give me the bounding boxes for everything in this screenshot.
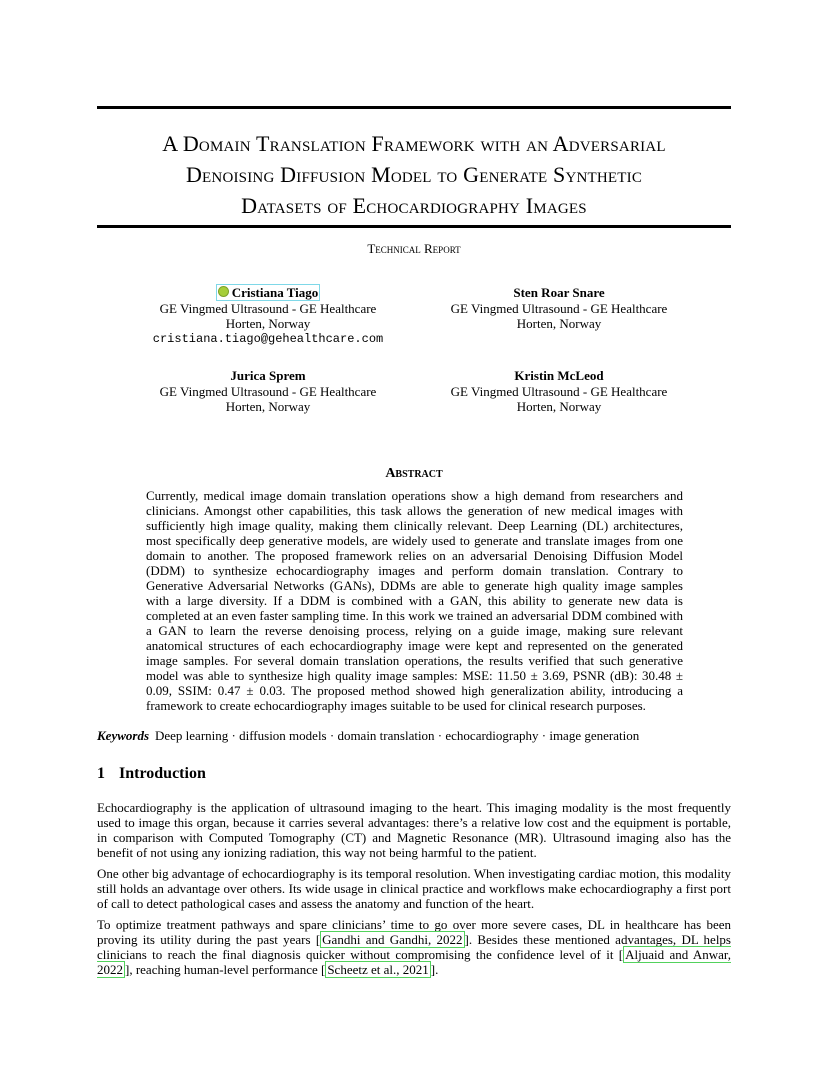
intro-paragraph: One other big advantage of echocardiography is its temporal resolution. When investigating cardiac motion, this modality still holds an advantage over others. Its wide usage in clinical practice and workflows make echocardiography a first port of call to detect pathological cases and assess the anatomy and function of the heart.	[97, 866, 731, 911]
author-affiliation: GE Vingmed Ultrasound - GE Healthcare	[159, 300, 377, 316]
author-email[interactable]: cristiana.tiago@gehealthcare.com	[152, 331, 384, 346]
author-affiliation: GE Vingmed Ultrasound - GE Healthcare	[450, 383, 668, 399]
author-affiliation: GE Vingmed Ultrasound - GE Healthcare	[159, 383, 377, 399]
author-location: Horten, Norway	[516, 316, 602, 331]
bottom-rule	[97, 225, 731, 228]
author-name: Jurica Sprem	[230, 368, 306, 383]
author-block	[118, 368, 418, 415]
intro-paragraph	[97, 917, 731, 977]
paragraph-text: To optimize treatment pathways and spare clinicians’ time to go over more severe cases, DL in healthcare has been proving its utility during the past years [	[97, 917, 731, 947]
keywords-label: Keywords	[97, 728, 149, 743]
author-name	[118, 285, 418, 301]
report-type-label: Technical Report	[367, 241, 461, 256]
author-affiliation: GE Vingmed Ultrasound - GE Healthcare	[450, 300, 668, 316]
author-orcid-link[interactable]	[216, 284, 321, 301]
keywords-line	[97, 728, 731, 743]
section-number: 1	[97, 765, 105, 782]
author-block	[409, 368, 709, 415]
author-block	[118, 285, 418, 347]
title-line-1: A Domain Translation Framework with an Adversarial	[162, 131, 666, 156]
author-location: Horten, Norway	[516, 399, 602, 414]
orcid-icon[interactable]	[218, 286, 229, 297]
paper-title	[97, 128, 731, 221]
paragraph-text: ]. Besides these mentioned advantages, DL helps clinicians to reach the final diagnosis quicker without compromising the confidence level of it [	[97, 932, 731, 962]
citation-link[interactable]: Aljuaid and Anwar, 2022	[97, 947, 731, 977]
top-rule	[97, 106, 731, 109]
intro-paragraph: Echocardiography is the application of ultrasound imaging to the heart. This imaging modality is the most frequently used to image this organ, because it carries several advantages: there’s a relative low cost and the equipment is portable, in comparison with Computed Tomography (CT) and Magnetic Resonance (MR). Ultrasound imaging also has the benefit of not using any ionizing radiation, this way not being harmful to the patient.	[97, 800, 731, 860]
author-name-text: Cristiana Tiago	[231, 285, 319, 300]
author-location: Horten, Norway	[225, 399, 311, 414]
title-line-3: Datasets of Echocardiography Images	[241, 193, 587, 218]
title-line-2: Denoising Diffusion Model to Generate Synthetic	[185, 162, 643, 187]
author-location: Horten, Norway	[225, 316, 311, 331]
section-title: Introduction	[119, 765, 206, 782]
author-block	[409, 285, 709, 332]
section-heading	[97, 765, 731, 783]
paragraph-text: ], reaching human-level performance [	[125, 962, 326, 977]
abstract-text: Currently, medical image domain translation operations show a high demand from researchers and clinicians. Amongst other capabilities, this task allows the generation of new medical images with sufficiently high image quality, making them clinically relevant. Deep Learning (DL) architectures, most specifically deep generative models, are widely used to generate and translate images from one domain to another. The proposed framework relies on an adversarial Denoising Diffusion Model (DDM) to synthesize echocardiography images and perform domain translation. Contrary to Generative Adversarial Networks (GANs), DDMs are able to generate high quality image samples with a large diversity. If a DDM is combined with a GAN, this ability to generate new data is completed at an even faster sampling time. In this work we trained an adversarial DDM combined with a GAN to learn the reverse denoising process, relying on a guide image, making sure relevant anatomical structures of each echocardiography image were kept and represented on the generated image samples. For several domain translation operations, the results verified that such generative model was able to synthesize high quality image samples: MSE: 11.50 ± 3.69, PSNR (dB): 30.48 ± 0.09, SSIM: 0.47 ± 0.03. The proposed method showed high generalization ability, introducing a framework to create echocardiography images suitable to be used for clinical research purposes.	[146, 488, 683, 713]
author-name: Sten Roar Snare	[513, 285, 605, 300]
keywords-text: Deep learning · diffusion models · domain translation · echocardiography · image generation	[155, 728, 640, 743]
citation-link[interactable]: Gandhi and Gandhi, 2022	[322, 932, 463, 947]
author-name: Kristin McLeod	[514, 368, 604, 383]
paragraph-text: ].	[430, 962, 439, 977]
abstract-heading: Abstract	[385, 466, 443, 481]
citation-link[interactable]: Scheetz et al., 2021	[327, 962, 429, 977]
